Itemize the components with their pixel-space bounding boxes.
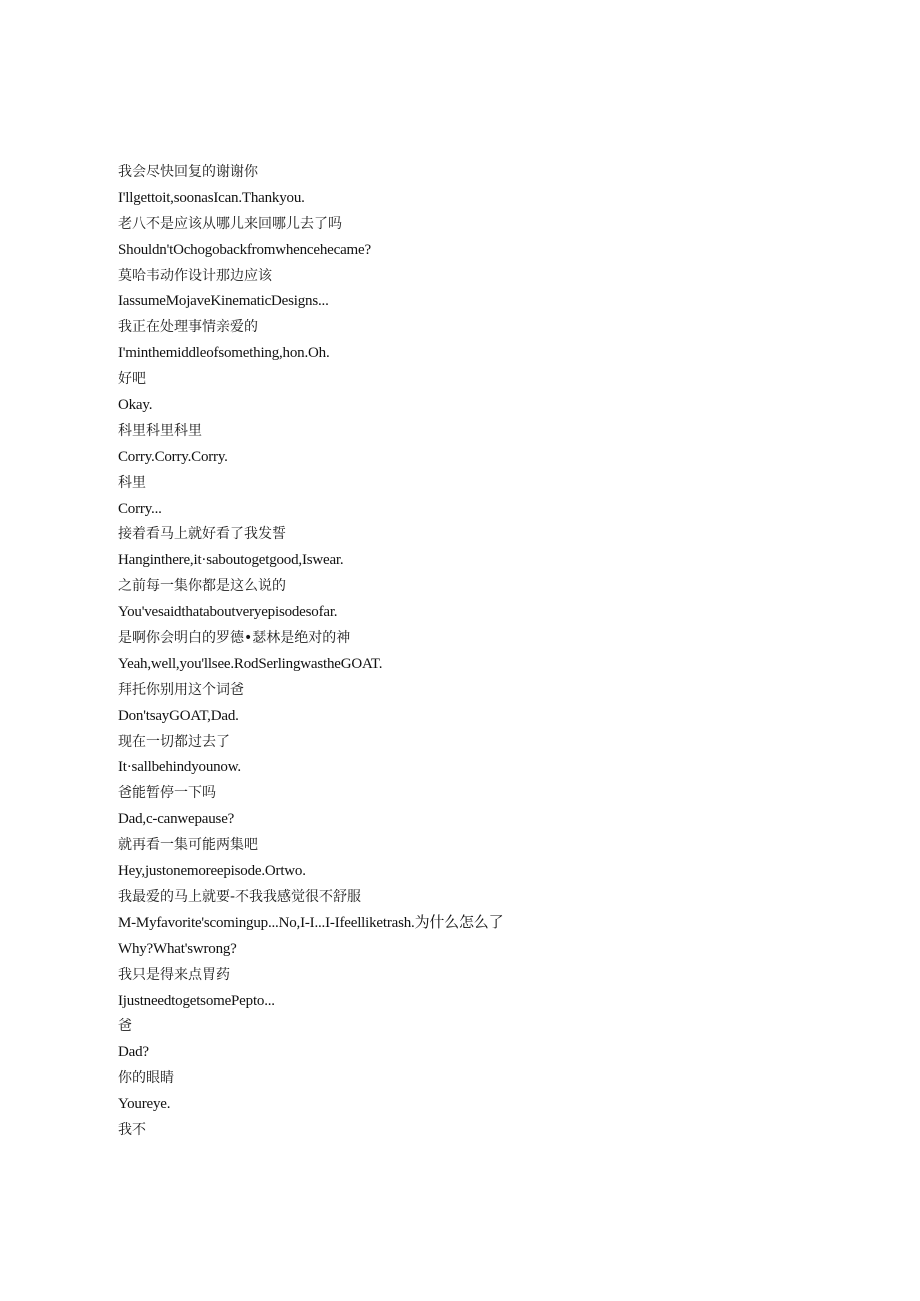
subtitle-line-english: I'minthemiddleofsomething,hon.Oh. bbox=[118, 345, 330, 362]
subtitle-line-chinese: 拜托你别用这个词爸 bbox=[118, 681, 244, 698]
subtitle-line-english: Yeah,well,you'llsee.RodSerlingwastheGOAT. bbox=[118, 655, 383, 672]
subtitle-line-english: IassumeMojaveKinematicDesigns... bbox=[118, 293, 329, 310]
subtitle-line-chinese: 我不 bbox=[118, 1121, 146, 1138]
subtitle-line-english: You'vesaidthataboutveryepisodesofar. bbox=[118, 604, 338, 621]
subtitle-line-chinese: 科里 bbox=[118, 474, 146, 491]
subtitle-line-chinese: 现在一切都过去了 bbox=[118, 733, 230, 750]
subtitle-line-english: Hanginthere,it·saboutogetgood,Iswear. bbox=[118, 552, 344, 569]
subtitle-line-chinese: 我最爱的马上就要-不我我感觉很不舒服 bbox=[118, 888, 362, 905]
subtitle-line-english: Corry.Corry.Corry. bbox=[118, 448, 228, 465]
subtitle-line-chinese: 爸能暂停一下吗 bbox=[118, 785, 216, 802]
subtitle-line-english: Youreye. bbox=[118, 1096, 171, 1113]
subtitle-line-chinese: 好吧 bbox=[118, 371, 146, 388]
subtitle-line-english: M-Myfavorite'scomingup...No,I-I...I-Ifeelliketrash.为什么怎么了 bbox=[118, 914, 504, 931]
subtitle-line-chinese: 是啊你会明白的罗德•瑟林是绝对的神 bbox=[118, 630, 351, 647]
subtitle-transcript bbox=[118, 160, 878, 1144]
subtitle-line-english: Don'tsayGOAT,Dad. bbox=[118, 707, 239, 724]
subtitle-line-english: I'llgettoit,soonasIcan.Thankyou. bbox=[118, 189, 305, 206]
subtitle-line-english: IjustneedtogetsomePepto... bbox=[118, 992, 275, 1009]
subtitle-line-chinese: 爸 bbox=[118, 1018, 132, 1035]
subtitle-line-english: Shouldn'tOchogobackfromwhencehecame? bbox=[118, 241, 371, 258]
subtitle-line-chinese: 我会尽快回复的谢谢你 bbox=[118, 164, 258, 180]
subtitle-line-english: Hey,justonemoreepisode.Ortwo. bbox=[118, 863, 306, 880]
subtitle-line-chinese: 老八不是应该从哪儿来回哪儿去了吗 bbox=[118, 215, 342, 232]
subtitle-line-english: It·sallbehindyounow. bbox=[118, 759, 241, 776]
subtitle-line-english: Dad? bbox=[118, 1044, 149, 1061]
subtitle-line-english: Dad,c-canwepause? bbox=[118, 811, 235, 828]
subtitle-line-chinese: 我只是得来点胃药 bbox=[118, 966, 230, 983]
subtitle-line-english: Corry... bbox=[118, 500, 162, 517]
subtitle-line-english: Okay. bbox=[118, 397, 153, 414]
subtitle-line-chinese: 之前每一集你都是这么说的 bbox=[118, 578, 286, 595]
subtitle-line-english: Why?What'swrong? bbox=[118, 940, 237, 957]
subtitle-line-chinese: 科里科里科里 bbox=[118, 422, 202, 439]
subtitle-line-chinese: 接着看马上就好看了我发誓 bbox=[118, 526, 286, 543]
subtitle-line-chinese: 就再看一集可能两集吧 bbox=[118, 837, 258, 854]
subtitle-line-chinese: 你的眼睛 bbox=[118, 1070, 174, 1087]
subtitle-line-chinese: 莫哈韦动作设计那边应该 bbox=[118, 267, 272, 284]
subtitle-line-chinese: 我正在处理事情亲爱的 bbox=[118, 319, 258, 336]
